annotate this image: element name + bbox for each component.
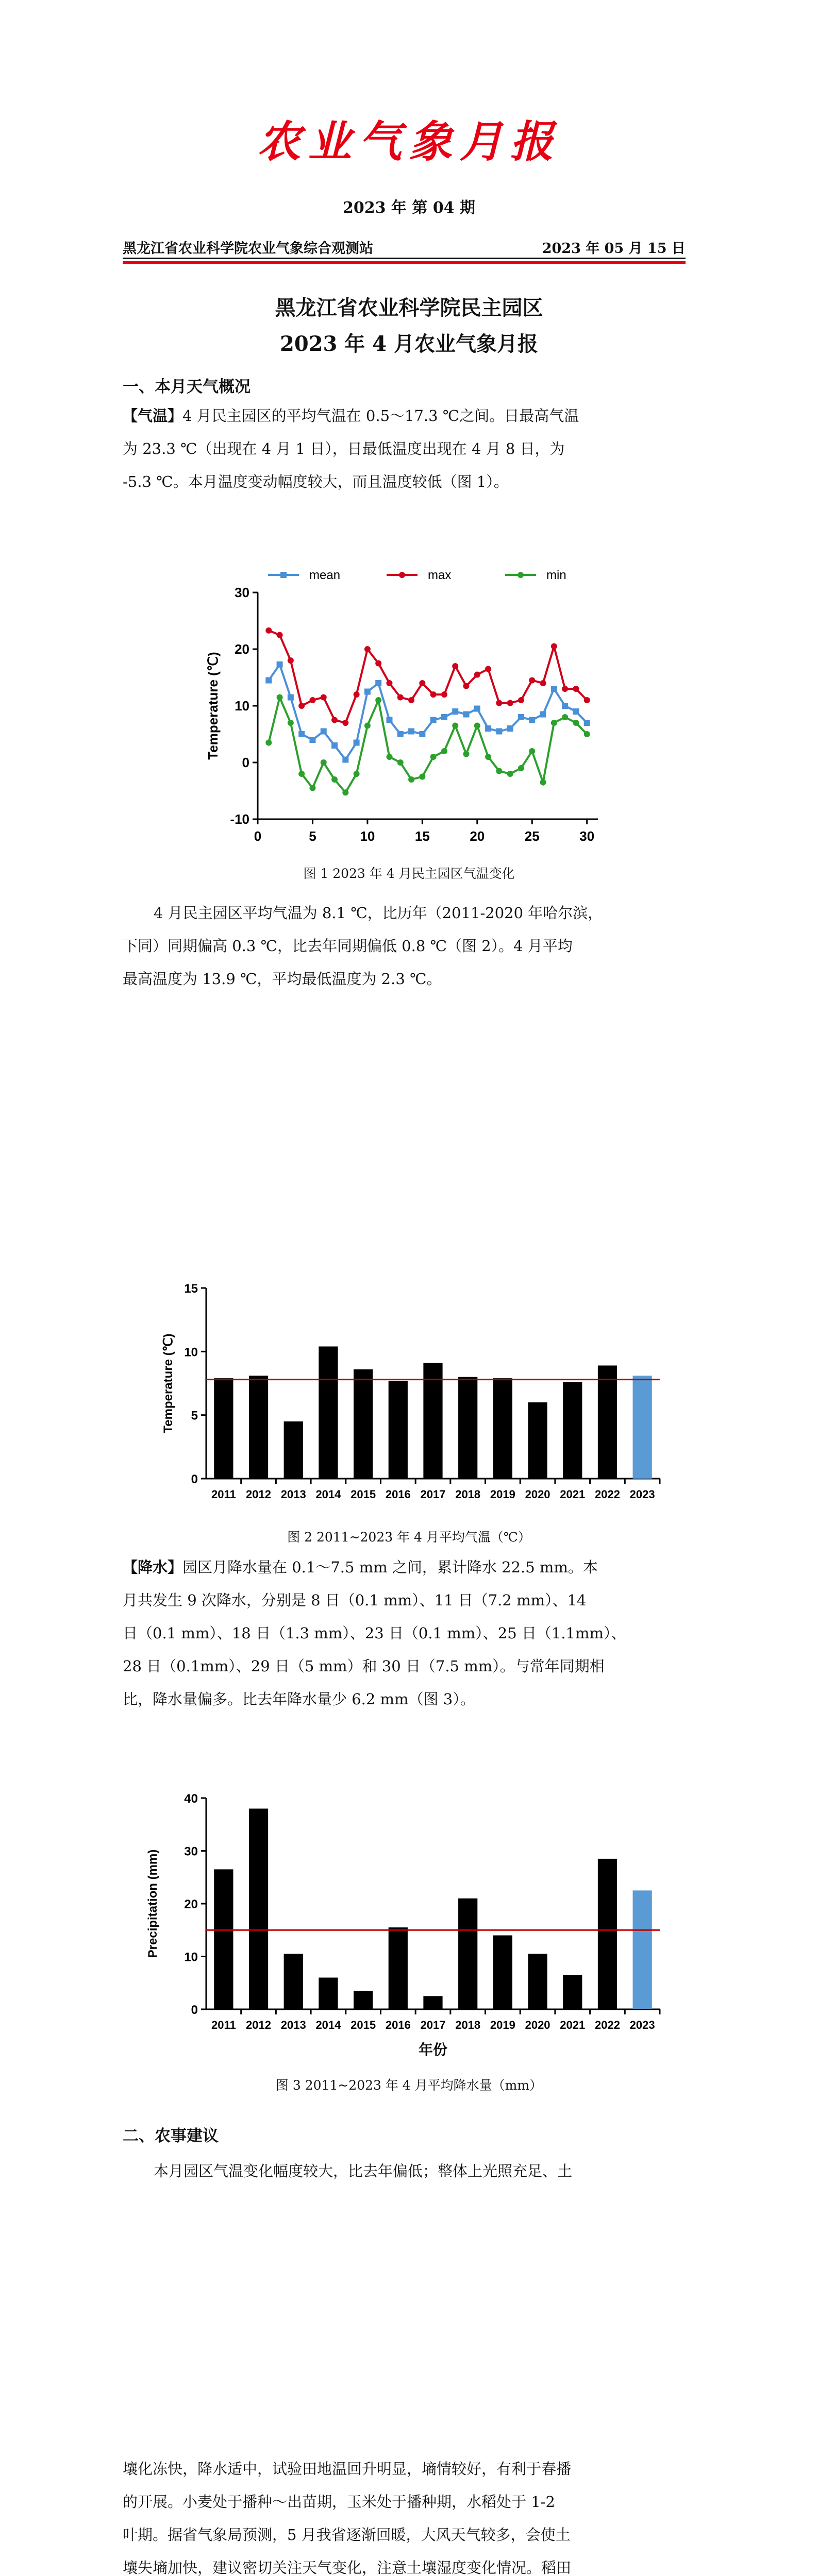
bar-2015 bbox=[354, 1991, 373, 2009]
data-point-min bbox=[562, 714, 568, 720]
header-divider-red bbox=[123, 261, 686, 264]
advice-paragraph-start: 本月园区气温变化幅度较大，比去年偏低；整体上光照充足、土 bbox=[154, 2162, 573, 2180]
data-point-mean bbox=[298, 731, 305, 737]
data-point-min bbox=[496, 768, 502, 774]
data-point-max bbox=[342, 720, 348, 726]
bar-2016 bbox=[389, 1927, 408, 2009]
x-tick-label: 25 bbox=[524, 828, 540, 844]
figure2-bar-chart bbox=[149, 1278, 670, 1515]
x-tick-label: 20 bbox=[470, 828, 485, 844]
y-tick-label: 0 bbox=[191, 2003, 198, 2017]
bar-2023 bbox=[633, 1890, 652, 2009]
section-heading-weather: 一、本月天气概况 bbox=[123, 378, 251, 396]
temp2-line: 最高温度为 13.9 ℃，平均最低温度为 2.3 ℃。 bbox=[123, 970, 442, 988]
legend-marker-mean bbox=[280, 572, 287, 578]
y-tick-label: -10 bbox=[230, 811, 249, 827]
precip-line: 日（0.1 mm）、18 日（1.3 mm）、23 日（0.1 mm）、25 日（1.1mm）、 bbox=[123, 1624, 626, 1642]
figure3-caption: 图 3 2011~2023 年 4 月平均降水量（mm） bbox=[275, 2078, 543, 2093]
data-point-min bbox=[419, 774, 425, 780]
data-point-mean bbox=[321, 728, 327, 735]
x-tick-label: 2011 bbox=[211, 2019, 236, 2031]
data-point-min bbox=[507, 771, 513, 777]
data-point-max bbox=[441, 691, 447, 698]
data-point-max bbox=[265, 628, 272, 634]
x-tick-label: 2019 bbox=[490, 1488, 515, 1501]
advice-line: 的开展。小麦处于播种～出苗期，玉米处于播种期，水稻处于 1-2 bbox=[123, 2493, 555, 2511]
data-point-mean bbox=[277, 662, 283, 668]
x-tick-label: 2016 bbox=[385, 2019, 411, 2031]
bar-2015 bbox=[354, 1369, 373, 1479]
data-point-mean bbox=[386, 717, 392, 723]
data-point-mean bbox=[265, 677, 272, 684]
data-point-mean bbox=[507, 725, 513, 732]
y-tick-label: 10 bbox=[184, 1345, 198, 1360]
x-tick-label: 2015 bbox=[350, 1488, 376, 1501]
data-point-max bbox=[485, 666, 491, 672]
legend-label-mean: mean bbox=[309, 568, 341, 582]
data-point-min bbox=[540, 779, 546, 786]
data-point-min bbox=[386, 754, 392, 760]
y-tick-label: 0 bbox=[191, 1472, 198, 1486]
x-tick-label: 2014 bbox=[315, 1488, 341, 1501]
data-point-mean bbox=[364, 689, 371, 695]
y-tick-label: 10 bbox=[235, 698, 249, 714]
data-point-max bbox=[562, 686, 568, 692]
y-tick-label: 30 bbox=[235, 585, 249, 600]
precip-line: 月共发生 9 次降水，分别是 8 日（0.1 mm）、11 日（7.2 mm）、14 bbox=[123, 1591, 587, 1609]
advice-line: 叶期。据省气象局预测，5 月我省逐渐回暖，大风天气较多，会使土 bbox=[123, 2526, 571, 2544]
data-point-max bbox=[518, 697, 524, 703]
data-point-max bbox=[496, 700, 502, 706]
x-tick-label: 2015 bbox=[350, 2019, 376, 2031]
data-point-max bbox=[364, 646, 371, 652]
data-point-mean bbox=[408, 728, 414, 735]
data-point-max bbox=[321, 694, 327, 701]
bar-2011 bbox=[214, 1869, 233, 2009]
bar-2023 bbox=[633, 1376, 652, 1479]
x-tick-label: 2012 bbox=[246, 1488, 272, 1501]
data-point-max bbox=[573, 686, 579, 692]
x-tick-label: 2017 bbox=[420, 2019, 446, 2031]
data-point-max bbox=[474, 672, 480, 678]
data-point-min bbox=[342, 789, 348, 795]
data-point-max bbox=[507, 700, 513, 706]
data-point-mean bbox=[419, 731, 425, 737]
x-tick-label: 2011 bbox=[211, 1488, 236, 1501]
advice-paragraph-continued bbox=[123, 2452, 686, 2576]
x-tick-label: 2021 bbox=[560, 2019, 586, 2031]
data-point-min bbox=[265, 740, 272, 746]
data-point-min bbox=[397, 759, 404, 766]
precipitation-tag: 【降水】 bbox=[123, 1558, 183, 1576]
figure2-plot bbox=[161, 1282, 660, 1501]
data-point-min bbox=[408, 776, 414, 783]
data-point-min bbox=[463, 751, 470, 757]
bar-2019 bbox=[493, 1936, 512, 2010]
x-tick-label: 2021 bbox=[560, 1488, 586, 1501]
report-title-line1: 黑龙江省农业科学院民主园区 bbox=[275, 296, 543, 320]
y-axis-title: Temperature (℃) bbox=[161, 1333, 175, 1433]
data-point-mean bbox=[529, 717, 535, 723]
series-line-mean bbox=[269, 665, 587, 760]
data-point-min bbox=[277, 694, 283, 701]
data-point-max bbox=[529, 677, 535, 684]
bar-2012 bbox=[249, 1376, 268, 1479]
data-point-mean bbox=[584, 720, 590, 726]
section-heading-advice: 二、农事建议 bbox=[123, 2127, 219, 2145]
data-point-min bbox=[298, 771, 305, 777]
x-tick-label: 2023 bbox=[629, 1488, 655, 1501]
data-point-max bbox=[331, 717, 338, 723]
legend-marker-max bbox=[399, 572, 405, 578]
precip-line: 28 日（0.1mm）、29 日（5 mm）和 30 日（7.5 mm）。与常年同期相 bbox=[123, 1657, 605, 1675]
x-tick-label: 30 bbox=[579, 828, 595, 844]
data-point-mean bbox=[331, 742, 338, 749]
bar-2021 bbox=[563, 1975, 582, 2009]
series-line-max bbox=[269, 631, 587, 723]
x-tick-label: 15 bbox=[414, 828, 430, 844]
x-tick-label: 2012 bbox=[246, 2019, 272, 2031]
x-tick-label: 2022 bbox=[594, 1488, 620, 1501]
figure1-line-chart bbox=[191, 562, 613, 850]
header-divider-black bbox=[123, 258, 686, 259]
temperature-paragraph bbox=[123, 399, 686, 498]
x-tick-label: 2013 bbox=[280, 1488, 306, 1501]
data-point-min bbox=[551, 720, 557, 726]
x-tick-label: 2020 bbox=[525, 2019, 550, 2031]
data-point-mean bbox=[342, 757, 348, 763]
data-point-max bbox=[375, 660, 381, 667]
bar-2014 bbox=[319, 1978, 338, 2010]
masthead-logo: 农业气象月报 bbox=[257, 116, 561, 167]
issue-number: 2023 年 第 04 期 bbox=[342, 199, 476, 217]
data-point-min bbox=[364, 723, 371, 729]
data-point-max bbox=[288, 657, 294, 664]
x-tick-label: 2023 bbox=[629, 2019, 655, 2031]
data-point-max bbox=[386, 680, 392, 686]
data-point-mean bbox=[540, 711, 546, 718]
temperature-tag: 【气温】 bbox=[123, 407, 183, 425]
x-tick-label: 10 bbox=[360, 828, 375, 844]
bar-2018 bbox=[458, 1899, 477, 2009]
data-point-max bbox=[408, 697, 414, 703]
y-tick-label: 10 bbox=[184, 1950, 198, 1964]
precip-line: 园区月降水量在 0.1～7.5 mm 之间，累计降水 22.5 mm。本 bbox=[182, 1558, 598, 1576]
bar-2013 bbox=[284, 1421, 303, 1479]
temp2-line: 4 月民主园区平均气温为 8.1 ℃，比历年（2011-2020 年哈尔滨， bbox=[154, 904, 603, 922]
data-point-mean bbox=[562, 703, 568, 709]
bar-2011 bbox=[214, 1378, 233, 1479]
data-point-min bbox=[584, 731, 590, 737]
publish-date: 2023 年 05 月 15 日 bbox=[542, 241, 686, 257]
data-point-mean bbox=[375, 680, 381, 686]
bar-2017 bbox=[423, 1996, 442, 2009]
x-tick-label: 0 bbox=[254, 828, 262, 844]
data-point-min bbox=[288, 720, 294, 726]
temp-line: 为 23.3 ℃（出现在 4 月 1 日），日最低温度出现在 4 月 8 日，为 bbox=[123, 440, 565, 457]
precipitation-paragraph bbox=[123, 1551, 686, 1716]
bar-2021 bbox=[563, 1382, 582, 1479]
advice-line: 壤化冻快，降水适中，试验田地温回升明显，墒情较好，有利于春播 bbox=[123, 2460, 572, 2478]
data-point-mean bbox=[551, 686, 557, 692]
organization-name: 黑龙江省农业科学院农业气象综合观测站 bbox=[123, 241, 373, 257]
data-point-min bbox=[441, 748, 447, 754]
data-point-min bbox=[474, 723, 480, 729]
bar-2014 bbox=[319, 1346, 338, 1479]
data-point-max bbox=[430, 691, 437, 698]
data-point-min bbox=[573, 720, 579, 726]
bar-2020 bbox=[528, 1954, 547, 2009]
y-tick-label: 15 bbox=[184, 1282, 198, 1296]
data-point-mean bbox=[309, 737, 315, 743]
bar-2022 bbox=[598, 1859, 617, 2009]
data-point-max bbox=[463, 683, 470, 689]
data-point-max bbox=[277, 632, 283, 638]
y-tick-label: 40 bbox=[184, 1792, 198, 1806]
bar-2013 bbox=[284, 1954, 303, 2009]
data-point-mean bbox=[397, 731, 404, 737]
data-point-min bbox=[518, 765, 524, 771]
data-point-mean bbox=[441, 714, 447, 720]
data-point-max bbox=[452, 663, 458, 669]
temp2-line: 下同）同期偏高 0.3 ℃，比去年同期偏低 0.8 ℃（图 2）。4 月平均 bbox=[123, 937, 573, 955]
figure1-caption: 图 1 2023 年 4 月民主园区气温变化 bbox=[303, 866, 515, 881]
data-point-max bbox=[419, 680, 425, 686]
x-tick-label: 2017 bbox=[420, 1488, 446, 1501]
y-tick-label: 5 bbox=[191, 1409, 198, 1423]
legend-label-max: max bbox=[428, 568, 452, 582]
data-point-mean bbox=[452, 708, 458, 715]
data-point-mean bbox=[518, 714, 524, 720]
x-axis-title: 年份 bbox=[418, 2042, 448, 2058]
data-point-mean bbox=[430, 717, 437, 723]
bar-2012 bbox=[249, 1809, 268, 2010]
x-tick-label: 2013 bbox=[280, 2019, 306, 2031]
data-point-max bbox=[584, 697, 590, 703]
data-point-min bbox=[430, 754, 437, 760]
bar-2017 bbox=[423, 1363, 442, 1479]
x-tick-label: 2018 bbox=[455, 1488, 481, 1501]
report-title-line2: 2023 年 4 月农业气象月报 bbox=[280, 332, 538, 356]
data-point-min bbox=[331, 776, 338, 783]
data-point-min bbox=[321, 759, 327, 766]
figure3-bar-chart bbox=[134, 1783, 670, 2071]
data-point-max bbox=[309, 697, 315, 703]
figure1-plot bbox=[205, 568, 598, 844]
y-tick-label: 30 bbox=[184, 1844, 198, 1859]
x-tick-label: 2022 bbox=[594, 2019, 620, 2031]
data-point-max bbox=[540, 680, 546, 686]
x-tick-label: 2020 bbox=[525, 1488, 550, 1501]
data-point-mean bbox=[485, 725, 491, 732]
temperature-summary-paragraph bbox=[123, 896, 686, 995]
x-tick-label: 2018 bbox=[455, 2019, 481, 2031]
data-point-max bbox=[551, 643, 557, 650]
data-point-mean bbox=[573, 708, 579, 715]
data-point-min bbox=[309, 785, 315, 791]
temp-line: -5.3 ℃。本月温度变动幅度较大，而且温度较低（图 1）。 bbox=[123, 473, 509, 490]
x-tick-label: 2016 bbox=[385, 1488, 411, 1501]
data-point-min bbox=[485, 754, 491, 760]
bar-2022 bbox=[598, 1365, 617, 1479]
data-point-mean bbox=[496, 728, 502, 735]
series-line-min bbox=[269, 698, 587, 793]
data-point-min bbox=[529, 748, 535, 754]
data-point-mean bbox=[288, 694, 294, 701]
data-point-min bbox=[375, 697, 381, 703]
data-point-min bbox=[452, 723, 458, 729]
legend-label-min: min bbox=[546, 568, 566, 582]
bar-2019 bbox=[493, 1378, 512, 1479]
temp-line: 4 月民主园区的平均气温在 0.5～17.3 ℃之间。日最高气温 bbox=[182, 407, 579, 425]
data-point-min bbox=[354, 771, 360, 777]
data-point-mean bbox=[474, 706, 480, 712]
x-tick-label: 2019 bbox=[490, 2019, 515, 2031]
bar-2020 bbox=[528, 1402, 547, 1479]
data-point-mean bbox=[354, 740, 360, 746]
y-tick-label: 20 bbox=[235, 641, 249, 657]
y-tick-label: 0 bbox=[242, 755, 249, 770]
advice-line: 壤失墒加快，建议密切关注天气变化，注意土壤湿度变化情况。稻田 bbox=[123, 2559, 572, 2576]
bar-2016 bbox=[389, 1381, 408, 1479]
data-point-max bbox=[298, 703, 305, 709]
x-tick-label: 5 bbox=[309, 828, 316, 844]
data-point-mean bbox=[463, 711, 470, 718]
y-axis-title: Temperature (℃) bbox=[205, 652, 221, 760]
figure2-caption: 图 2 2011~2023 年 4 月平均气温（℃） bbox=[287, 1530, 531, 1545]
y-tick-label: 20 bbox=[184, 1897, 198, 1911]
precip-line: 比，降水量偏多。比去年降水量少 6.2 mm（图 3）。 bbox=[123, 1690, 475, 1708]
y-axis-title: Precipitation (mm) bbox=[146, 1849, 160, 1958]
legend-marker-min bbox=[517, 572, 524, 578]
bar-2018 bbox=[458, 1377, 477, 1479]
data-point-max bbox=[354, 691, 360, 698]
x-tick-label: 2014 bbox=[315, 2019, 341, 2031]
data-point-max bbox=[397, 694, 404, 701]
figure3-plot bbox=[146, 1792, 660, 2058]
